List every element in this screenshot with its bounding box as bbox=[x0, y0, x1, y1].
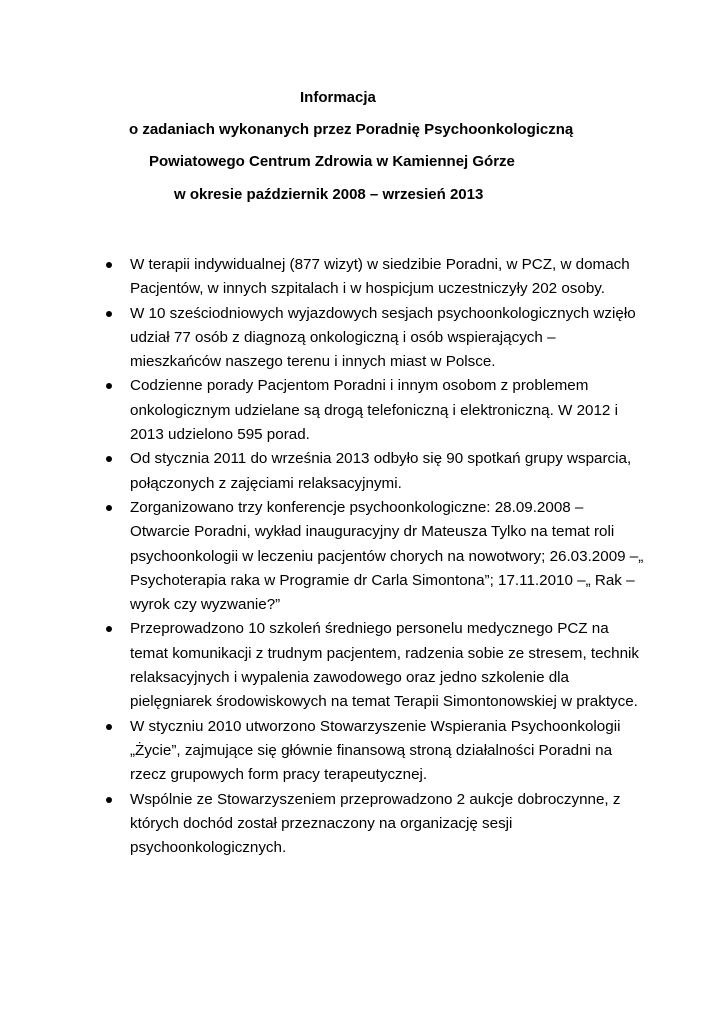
document-subtitle-line-3: w okresie październik 2008 – wrzesień 2013 bbox=[174, 186, 484, 203]
list-item bbox=[105, 496, 645, 617]
bullet-icon bbox=[106, 797, 112, 803]
bullet-icon bbox=[106, 626, 112, 632]
list-item-text: W styczniu 2010 utworzono Stowarzyszenie Wspierania Psychoonkologii „Życie”, zajmujące się głównie finansową stroną działalności Poradni na rzecz grupowych form pracy terapeutycznej. bbox=[130, 717, 621, 784]
bullet-list bbox=[105, 253, 645, 860]
document-subtitle-line-1: o zadaniach wykonanych przez Poradnię Psychoonkologiczną bbox=[129, 121, 574, 138]
document-subtitle-line-2: Powiatowego Centrum Zdrowia w Kamiennej Górze bbox=[149, 153, 515, 170]
list-item bbox=[105, 447, 645, 496]
list-item bbox=[105, 302, 645, 375]
list-item-text: Codzienne porady Pacjentom Poradni i innym osobom z problemem onkologicznym udzielane są drogą telefoniczną i elektroniczną. W 2012 i 2013 udzielono 595 porad. bbox=[130, 377, 618, 444]
list-item bbox=[105, 715, 645, 788]
list-item-text: Wspólnie ze Stowarzyszeniem przeprowadzono 2 aukcje dobroczynne, z których dochód został przeznaczony na organizację sesji psychoonkologicznych. bbox=[130, 790, 621, 857]
bullet-icon bbox=[106, 262, 112, 268]
bullet-icon bbox=[106, 383, 112, 389]
bullet-icon bbox=[106, 456, 112, 462]
list-item-text: Zorganizowano trzy konferencje psychoonkologiczne: 28.09.2008 – Otwarcie Poradni, wykład inauguracyjny dr Mateusza Tylko na temat roli psychoonkologii w leczeniu pacjentów chorych na nowotwory; 26.03.2009 –„ Psychoterapia raka w Programie dr Carla Simontona”; 17.11.2010 –„ Rak – wyrok czy wyzwanie?” bbox=[130, 498, 644, 614]
list-item-text: W 10 sześciodniowych wyjazdowych sesjach psychoonkologicznych wzięło udział 77 osób z diagnozą onkologiczną i osób wspierających – mieszkańców naszego terenu i innych miast w Polsce. bbox=[130, 304, 636, 371]
list-item bbox=[105, 788, 645, 861]
list-item-text: Przeprowadzono 10 szkoleń średniego personelu medycznego PCZ na temat komunikacji z trudnym pacjentem, radzenia sobie ze stresem, technik relaksacyjnych i wypalenia zawodowego oraz jedno szkolenie dla pielęgniarek środowiskowych na temat Terapii Simontonowskiej w praktyce. bbox=[130, 620, 640, 711]
list-item-text: Od stycznia 2011 do września 2013 odbyło się 90 spotkań grupy wsparcia, połączonych z zajęciami relaksacyjnymi. bbox=[130, 450, 632, 492]
list-item bbox=[105, 374, 645, 447]
list-item-text: W terapii indywidualnej (877 wizyt) w siedzibie Poradni, w PCZ, w domach Pacjentów, w innych szpitalach i w hospicjum uczestniczyły 202 osoby. bbox=[130, 256, 630, 298]
document-title: Informacja bbox=[300, 89, 376, 106]
list-item bbox=[105, 253, 645, 302]
bullet-icon bbox=[106, 505, 112, 511]
bullet-icon bbox=[106, 724, 112, 730]
list-item bbox=[105, 617, 645, 714]
bullet-icon bbox=[106, 311, 112, 317]
